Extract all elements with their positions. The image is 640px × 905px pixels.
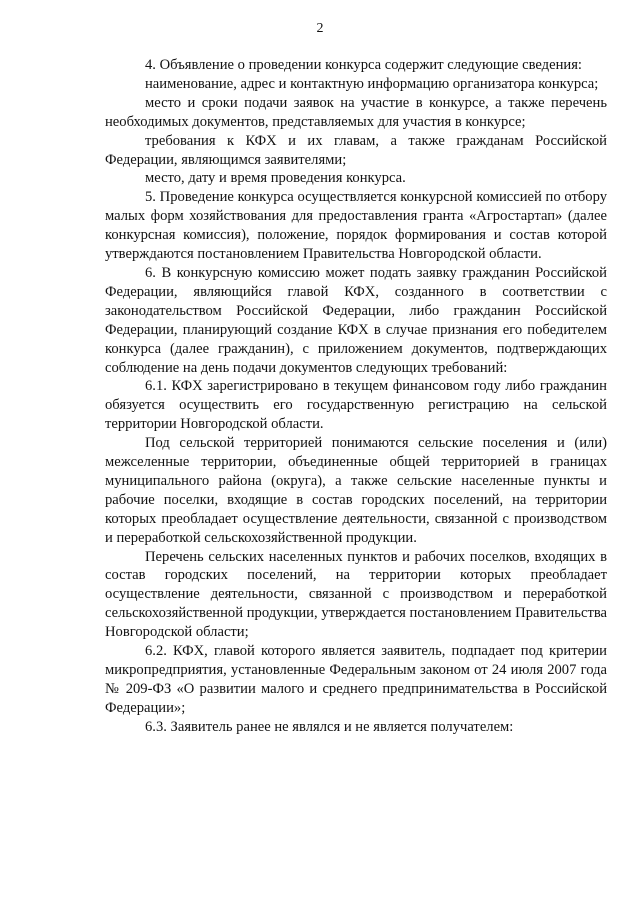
paragraph-rural-territory: Под сельской территорией понимаются сельские поселения и (или) межселенные территории, объединенные общей территорией в границах муниципального района (округа), а также сельские населенные пункты и рабочие поселки, входящие в состав городских поселений, на территории которых преобладает осуществление деятельности, связанной с производством и переработкой сельскохозяйственной продукции. (105, 435, 607, 546)
paragraph-5: 5. Проведение конкурса осуществляется конкурсной комиссией по отбору малых форм хозяйствования для предоставления гранта «Агростартап» (далее конкурсная комиссия), положение, порядок формирования и состав которой утверждаются постановлением Правительства Новгородской области. (105, 189, 607, 263)
paragraph-4-item-name: наименование, адрес и контактную информацию организатора конкурса; (145, 75, 599, 92)
paragraph-settlements-list: Перечень сельских населенных пунктов и рабочих поселков, входящих в состав городских поселений, на территории которых преобладает осуществление деятельности, связанной с производством и переработкой сельскохозяйственной продукции, утверждается постановлением Правительства Новгородской области; (105, 548, 607, 641)
paragraph-4-item-date: место, дату и время проведения конкурса. (145, 170, 406, 187)
paragraph-6-1: 6.1. КФХ зарегистрировано в текущем финансовом году либо гражданин обязуется осуществить его государственную регистрацию на сельской территории Новгородской области. (105, 378, 607, 433)
paragraph-4-item-requirements: требования к КФХ и их главам, а также гражданам Российской Федерации, являющимся заявителями; (105, 132, 607, 168)
paragraph-4-item-deadlines: место и сроки подачи заявок на участие в конкурсе, а также перечень необходимых документов, представляемых для участия в конкурсе; (105, 94, 607, 130)
paragraph-6-2: 6.2. КФХ, главой которого является заявитель, подпадает под критерии микропредприятия, установленные Федеральным законом от 24 июля 2007 года № 209-ФЗ «О развитии малого и среднего предпринимательства в Российской Федерации»; (105, 643, 607, 716)
paragraph-6-3: 6.3. Заявитель ранее не являлся и не является получателем: (145, 718, 514, 735)
document-body (105, 56, 607, 737)
paragraph-4: 4. Объявление о проведении конкурса содержит следующие сведения: (145, 57, 582, 73)
page-number: 2 (316, 21, 324, 36)
paragraph-6: 6. В конкурсную комиссию может подать заявку гражданин Российской Федерации, являющийся главой КФХ, созданного в соответствии с законодательством Российской Федерации, либо гражданин Российской Федерации, планирующий создание КФХ в случае признания его победителем конкурса (далее гражданин), с приложением документов, подтверждающих соблюдение на день подачи документов следующих требований: (105, 264, 607, 376)
